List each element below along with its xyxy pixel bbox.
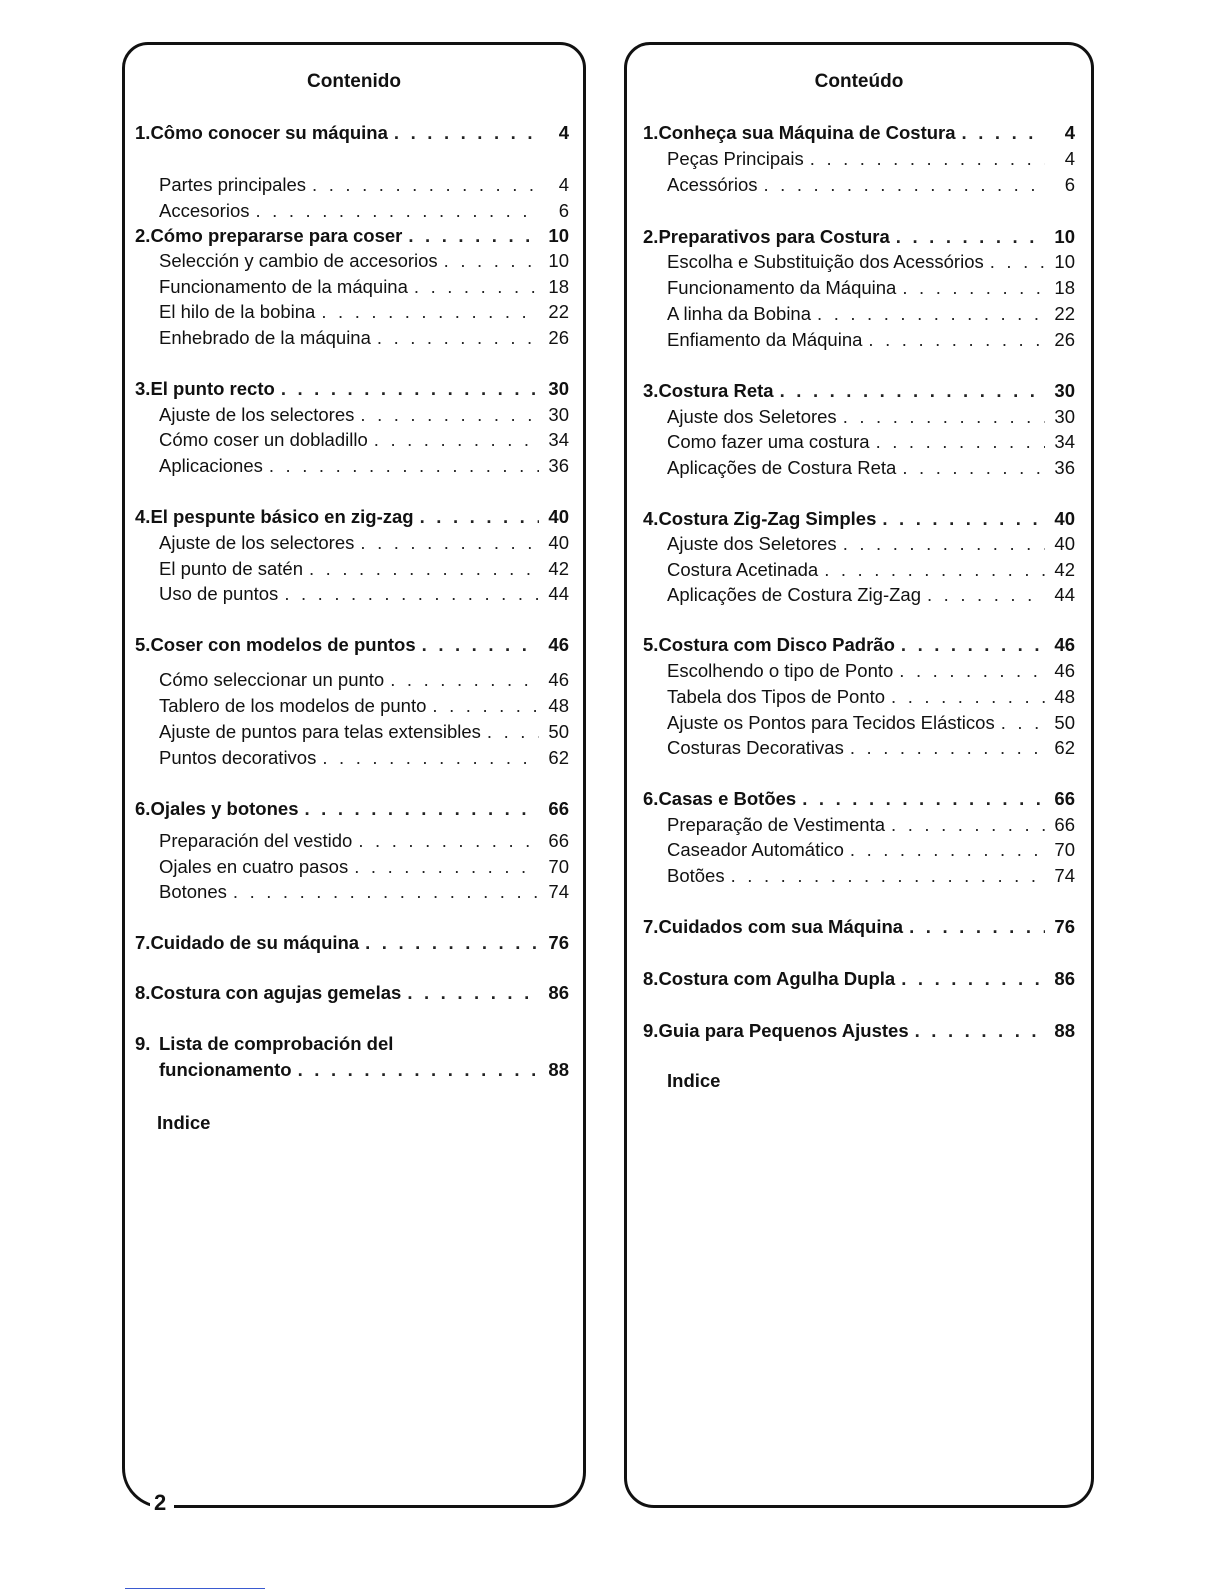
toc-page-number: 76 [548, 932, 569, 953]
toc-entry-label: Coser con modelos de puntos [150, 634, 416, 655]
toc-subsection-row[interactable] [667, 532, 1075, 556]
toc-dot-leader [850, 736, 1045, 760]
toc-entry-label: Costuras Decorativas [667, 737, 844, 758]
toc-subsection-row[interactable] [159, 880, 569, 904]
toc-chapter-number: 7. [643, 916, 659, 937]
toc-page-number: 26 [1054, 329, 1075, 350]
toc-subsection-row[interactable] [667, 583, 1075, 607]
toc-entry-label: El punto de satén [159, 558, 303, 579]
toc-subsection-row[interactable] [159, 557, 569, 581]
toc-dot-leader [909, 915, 1045, 939]
toc-chapter-row[interactable] [643, 507, 1075, 531]
toc-subsection-row[interactable] [159, 428, 569, 452]
toc-subsection-row[interactable] [667, 813, 1075, 837]
toc-page-number: 40 [548, 532, 569, 553]
toc-dot-leader [322, 746, 539, 770]
toc-entry-label: Ajuste dos Seletores [667, 533, 837, 554]
toc-entry-label: Ajuste de los selectores [159, 532, 355, 553]
toc-dot-leader [763, 173, 1045, 197]
toc-subsection-row[interactable] [159, 275, 569, 299]
toc-subsection-row[interactable] [159, 694, 569, 718]
toc-page-number: 4 [1064, 122, 1075, 143]
toc-entry-label: Costura com Disco Padrão [658, 634, 895, 655]
toc-entry-label: Costura Reta [658, 380, 774, 401]
toc-entry-label: Lista de comprobación del [159, 1033, 394, 1054]
toc-page-number: 46 [548, 669, 569, 690]
toc-dot-leader [876, 430, 1045, 454]
toc-page-number: 22 [1054, 303, 1075, 324]
toc-dot-leader [374, 428, 539, 452]
toc-subsection-row[interactable] [667, 250, 1075, 274]
page-number: 2 [150, 1490, 174, 1516]
toc-chapter-row[interactable] [135, 981, 569, 1005]
toc-entry-label: Casas e Botões [658, 788, 797, 809]
toc-entry-label: Cómo seleccionar un punto [159, 669, 385, 690]
toc-page-number: 70 [548, 856, 569, 877]
toc-subsection-row[interactable] [667, 430, 1075, 454]
toc-subsection-row[interactable] [159, 829, 569, 853]
toc-chapter-number: 6. [643, 788, 659, 809]
toc-entry-label: Cômo conocer su máquina [150, 122, 388, 143]
toc-dot-leader [962, 121, 1045, 145]
toc-page-number: 42 [548, 558, 569, 579]
toc-dot-leader [824, 558, 1045, 582]
toc-page-number: 30 [1054, 380, 1075, 401]
toc-page-number: 62 [1054, 737, 1075, 758]
toc-dot-leader [358, 829, 539, 853]
toc-page-number: 36 [548, 455, 569, 476]
toc-chapter-number: 2. [135, 225, 151, 246]
toc-page-number: 26 [548, 327, 569, 348]
toc-page-number: 40 [1054, 508, 1075, 529]
toc-chapter-number: 6. [135, 798, 151, 819]
toc-dot-leader [802, 787, 1045, 811]
toc-entry-label: Preparación del vestido [159, 830, 353, 851]
toc-subsection-row[interactable] [667, 864, 1075, 888]
portuguese-contents-panel [624, 42, 1094, 1508]
toc-subsection-row[interactable] [667, 711, 1075, 735]
toc-page-number: 48 [548, 695, 569, 716]
toc-page-number: 42 [1054, 559, 1075, 580]
toc-entry-label: Ajuste de los selectores [159, 404, 355, 425]
toc-dot-leader [360, 403, 539, 427]
toc-page-number: 40 [548, 506, 569, 527]
toc-page-number: 44 [1054, 584, 1075, 605]
toc-dot-leader [444, 249, 539, 273]
toc-subsection-row[interactable] [667, 147, 1075, 171]
toc-chapter-row[interactable] [135, 224, 569, 248]
toc-dot-leader [408, 224, 539, 248]
toc-dot-leader [927, 583, 1045, 607]
toc-dot-leader [309, 557, 539, 581]
toc-entry-label: Selección y cambio de accesorios [159, 250, 438, 271]
toc-subsection-row[interactable] [159, 326, 569, 350]
toc-entry-label: Aplicaciones [159, 455, 263, 476]
toc-page-number: 66 [1054, 788, 1075, 809]
toc-subsection-row[interactable] [159, 582, 569, 606]
toc-chapter-number: 1. [643, 122, 659, 143]
toc-dot-leader [312, 173, 539, 197]
toc-dot-leader [850, 838, 1045, 862]
toc-entry-label: Botões [667, 865, 725, 886]
toc-subsection-row[interactable] [667, 405, 1075, 429]
toc-chapter-number: 3. [135, 378, 151, 399]
toc-subsection-row[interactable] [667, 173, 1075, 197]
toc-page-number: 4 [558, 122, 569, 143]
toc-subsection-row[interactable] [667, 558, 1075, 582]
toc-dot-leader [321, 300, 539, 324]
toc-entry-label: Funcionamento da Máquina [667, 277, 897, 298]
toc-dot-leader [899, 659, 1045, 683]
toc-entry-label: Peças Principais [667, 148, 804, 169]
toc-subsection-row[interactable] [667, 302, 1075, 326]
toc-page-number: 30 [548, 378, 569, 399]
toc-dot-leader [891, 685, 1045, 709]
toc-page-number: 4 [558, 174, 569, 195]
toc-chapter-row[interactable] [643, 787, 1075, 811]
toc-page-number: 10 [548, 225, 569, 246]
toc-entry-label: Cómo prepararse para coser [150, 225, 403, 246]
toc-dot-leader [298, 1058, 539, 1082]
toc-entry-label: Botones [159, 881, 227, 902]
toc-page-number: 70 [1054, 839, 1075, 860]
toc-chapter-row[interactable] [135, 1032, 569, 1056]
toc-entry-label: Preparativos para Costura [658, 226, 890, 247]
toc-subsection-row[interactable] [159, 454, 569, 478]
toc-dot-leader [843, 405, 1045, 429]
toc-page-number: 36 [1054, 457, 1075, 478]
spanish-contents-panel [122, 42, 586, 1508]
toc-chapter-row[interactable] [135, 377, 569, 401]
toc-page-number: 74 [548, 881, 569, 902]
toc-dot-leader [901, 633, 1045, 657]
toc-subsection-row[interactable] [159, 746, 569, 770]
toc-entry-label: Caseador Automático [667, 839, 844, 860]
toc-page-number: 88 [548, 1059, 569, 1080]
toc-page-number: 86 [1054, 968, 1075, 989]
toc-dot-leader [487, 720, 539, 744]
toc-entry-label: Tabela dos Tipos de Ponto [667, 686, 886, 707]
toc-dot-leader [896, 225, 1045, 249]
toc-dot-leader [394, 121, 539, 145]
toc-entry-label: Costura Zig-Zag Simples [658, 508, 877, 529]
toc-page-number: 50 [548, 721, 569, 742]
toc-dot-leader [407, 981, 539, 1005]
toc-entry-label: Cómo coser un dobladillo [159, 429, 368, 450]
toc-chapter-row[interactable] [135, 505, 569, 529]
spanish-index-link[interactable]: Indice [157, 1112, 211, 1133]
toc-chapter-number: 8. [643, 968, 659, 989]
toc-subsection-row[interactable] [667, 685, 1075, 709]
toc-dot-leader [891, 813, 1045, 837]
toc-entry-label: Como fazer uma costura [667, 431, 870, 452]
toc-page-number: 66 [1054, 814, 1075, 835]
toc-subsection-row[interactable] [159, 855, 569, 879]
portuguese-contents-title: Conteúdo [814, 71, 904, 92]
toc-chapter-number: 3. [643, 380, 659, 401]
toc-entry-label: El hilo de la bobina [159, 301, 316, 322]
toc-chapter-number: 7. [135, 932, 151, 953]
toc-dot-leader [1001, 711, 1045, 735]
toc-entry-label: Uso de puntos [159, 583, 279, 604]
toc-chapter-number: 5. [135, 634, 151, 655]
toc-chapter-number: 4. [135, 506, 151, 527]
toc-entry-label: Costura Acetinada [667, 559, 819, 580]
toc-page-number: 86 [548, 982, 569, 1003]
toc-subsection-row[interactable] [159, 249, 569, 273]
toc-page-number: 66 [548, 798, 569, 819]
toc-dot-leader [304, 797, 539, 821]
toc-page-number: 10 [1054, 226, 1075, 247]
toc-page-number: 44 [548, 583, 569, 604]
toc-entry-label: Puntos decorativos [159, 747, 317, 768]
toc-dot-leader [420, 505, 539, 529]
toc-dot-leader [269, 454, 539, 478]
toc-subsection-row[interactable] [667, 838, 1075, 862]
toc-dot-leader [284, 582, 539, 606]
toc-dot-leader [354, 855, 539, 879]
toc-dot-leader [432, 694, 539, 718]
toc-entry-label: Escolha e Substituição dos Acessórios [667, 251, 984, 272]
toc-entry-label: Aplicações de Costura Zig-Zag [667, 584, 921, 605]
toc-subsection-row[interactable] [159, 668, 569, 692]
toc-dot-leader [780, 379, 1045, 403]
toc-dot-leader [843, 532, 1045, 556]
toc-subsection-row[interactable] [667, 736, 1075, 760]
toc-page-number: 10 [1054, 251, 1075, 272]
toc-page-number: 50 [1054, 712, 1075, 733]
toc-page-number: 46 [1054, 634, 1075, 655]
toc-entry-label: Preparação de Vestimenta [667, 814, 886, 835]
toc-subsection-row[interactable] [159, 300, 569, 324]
toc-dot-leader [377, 326, 539, 350]
toc-chapter-number: 9. [643, 1020, 659, 1041]
toc-page-number: 62 [548, 747, 569, 768]
toc-dot-leader [365, 931, 539, 955]
toc-page-number: 66 [548, 830, 569, 851]
toc-dot-leader [414, 275, 539, 299]
toc-entry-label: Partes principales [159, 174, 307, 195]
toc-page-number: 46 [1054, 660, 1075, 681]
toc-dot-leader [868, 328, 1045, 352]
toc-chapter-row[interactable] [643, 121, 1075, 145]
toc-subsection-row[interactable] [159, 199, 569, 223]
toc-page-number: 18 [548, 276, 569, 297]
toc-entry-label: Costura com Agulha Dupla [658, 968, 896, 989]
toc-page-number: 4 [1064, 148, 1075, 169]
toc-entry-label: Guia para Pequenos Ajustes [658, 1020, 909, 1041]
toc-page-number: 34 [1054, 431, 1075, 452]
toc-entry-label: funcionamento [159, 1059, 292, 1080]
toc-chapter-number: 4. [643, 508, 659, 529]
toc-entry-label: Acessórios [667, 174, 758, 195]
toc-page-number: 6 [1064, 174, 1075, 195]
toc-page-number: 74 [1054, 865, 1075, 886]
toc-chapter-row[interactable] [135, 633, 569, 657]
toc-entry-label: El pespunte básico en zig-zag [150, 506, 414, 527]
toc-dot-leader [731, 864, 1045, 888]
toc-dot-leader [281, 377, 539, 401]
toc-dot-leader [817, 302, 1045, 326]
toc-entry-label: A linha da Bobina [667, 303, 812, 324]
toc-dot-leader [360, 531, 539, 555]
toc-page-number: 76 [1054, 916, 1075, 937]
toc-dot-leader [422, 633, 539, 657]
toc-subsection-row[interactable] [667, 659, 1075, 683]
toc-entry-label: Ajuste de puntos para telas extensibles [159, 721, 481, 742]
toc-entry-label: Ojales y botones [150, 798, 299, 819]
toc-subsection-row[interactable] [667, 328, 1075, 352]
toc-page-number: 30 [548, 404, 569, 425]
toc-chapter-row[interactable] [643, 225, 1075, 249]
toc-dot-leader [255, 199, 539, 223]
toc-page-number: 88 [1054, 1020, 1075, 1041]
spanish-contents-title: Contenido [307, 71, 401, 92]
toc-subsection-row[interactable] [159, 531, 569, 555]
toc-chapter-row[interactable] [643, 633, 1075, 657]
toc-chapter-row[interactable] [643, 1019, 1075, 1043]
toc-entry-label: Ajuste os Pontos para Tecidos Elásticos [667, 712, 995, 733]
toc-entry-label: Escolhendo o tipo de Ponto [667, 660, 894, 681]
toc-subsection-row[interactable] [159, 173, 569, 197]
toc-chapter-row[interactable] [643, 915, 1075, 939]
toc-chapter-row[interactable] [135, 121, 569, 145]
toc-entry-label: Ajuste dos Seletores [667, 406, 837, 427]
toc-subsection-row[interactable] [667, 456, 1075, 480]
toc-entry-label: Costura con agujas gemelas [150, 982, 402, 1003]
toc-chapter-number: 9. [135, 1033, 151, 1054]
toc-dot-leader [990, 250, 1045, 274]
toc-entry-label: Aplicações de Costura Reta [667, 457, 897, 478]
toc-chapter-row[interactable] [135, 797, 569, 821]
toc-entry-label: Cuidados com sua Máquina [658, 916, 904, 937]
toc-dot-leader [810, 147, 1045, 171]
toc-page-number: 40 [1054, 533, 1075, 554]
toc-entry-label: Enhebrado de la máquina [159, 327, 371, 348]
toc-chapter-number: 5. [643, 634, 659, 655]
toc-subsection-row[interactable] [159, 720, 569, 744]
toc-chapter-number: 2. [643, 226, 659, 247]
toc-entry-label: Enfiamento da Máquina [667, 329, 863, 350]
toc-entry-label: Funcionamento de la máquina [159, 276, 408, 297]
toc-page-number: 6 [558, 200, 569, 221]
toc-chapter-number: 1. [135, 122, 151, 143]
toc-page-number: 34 [548, 429, 569, 450]
toc-dot-leader [882, 507, 1045, 531]
toc-entry-label: Tablero de los modelos de punto [159, 695, 427, 716]
toc-subsection-row[interactable] [667, 276, 1075, 300]
toc-page-number: 30 [1054, 406, 1075, 427]
portuguese-index-link[interactable]: Indice [667, 1070, 721, 1091]
toc-dot-leader [902, 456, 1045, 480]
toc-dot-leader [902, 276, 1045, 300]
toc-page-number: 46 [548, 634, 569, 655]
toc-page-number: 48 [1054, 686, 1075, 707]
toc-dot-leader [915, 1019, 1045, 1043]
toc-page-number: 22 [548, 301, 569, 322]
toc-chapter-row[interactable] [159, 1058, 569, 1082]
toc-chapter-row[interactable] [643, 967, 1075, 991]
toc-page-number: 10 [548, 250, 569, 271]
toc-chapter-row[interactable] [643, 379, 1075, 403]
toc-dot-leader [901, 967, 1045, 991]
toc-dot-leader [233, 880, 539, 904]
toc-chapter-row[interactable] [135, 931, 569, 955]
toc-entry-label: Ojales en cuatro pasos [159, 856, 349, 877]
toc-entry-label: Accesorios [159, 200, 250, 221]
toc-chapter-number: 8. [135, 982, 151, 1003]
toc-entry-label: El punto recto [150, 378, 275, 399]
toc-page-number: 18 [1054, 277, 1075, 298]
toc-entry-label: Cuidado de su máquina [150, 932, 360, 953]
toc-entry-label: Conheça sua Máquina de Costura [658, 122, 956, 143]
toc-dot-leader [390, 668, 539, 692]
toc-subsection-row[interactable] [159, 403, 569, 427]
